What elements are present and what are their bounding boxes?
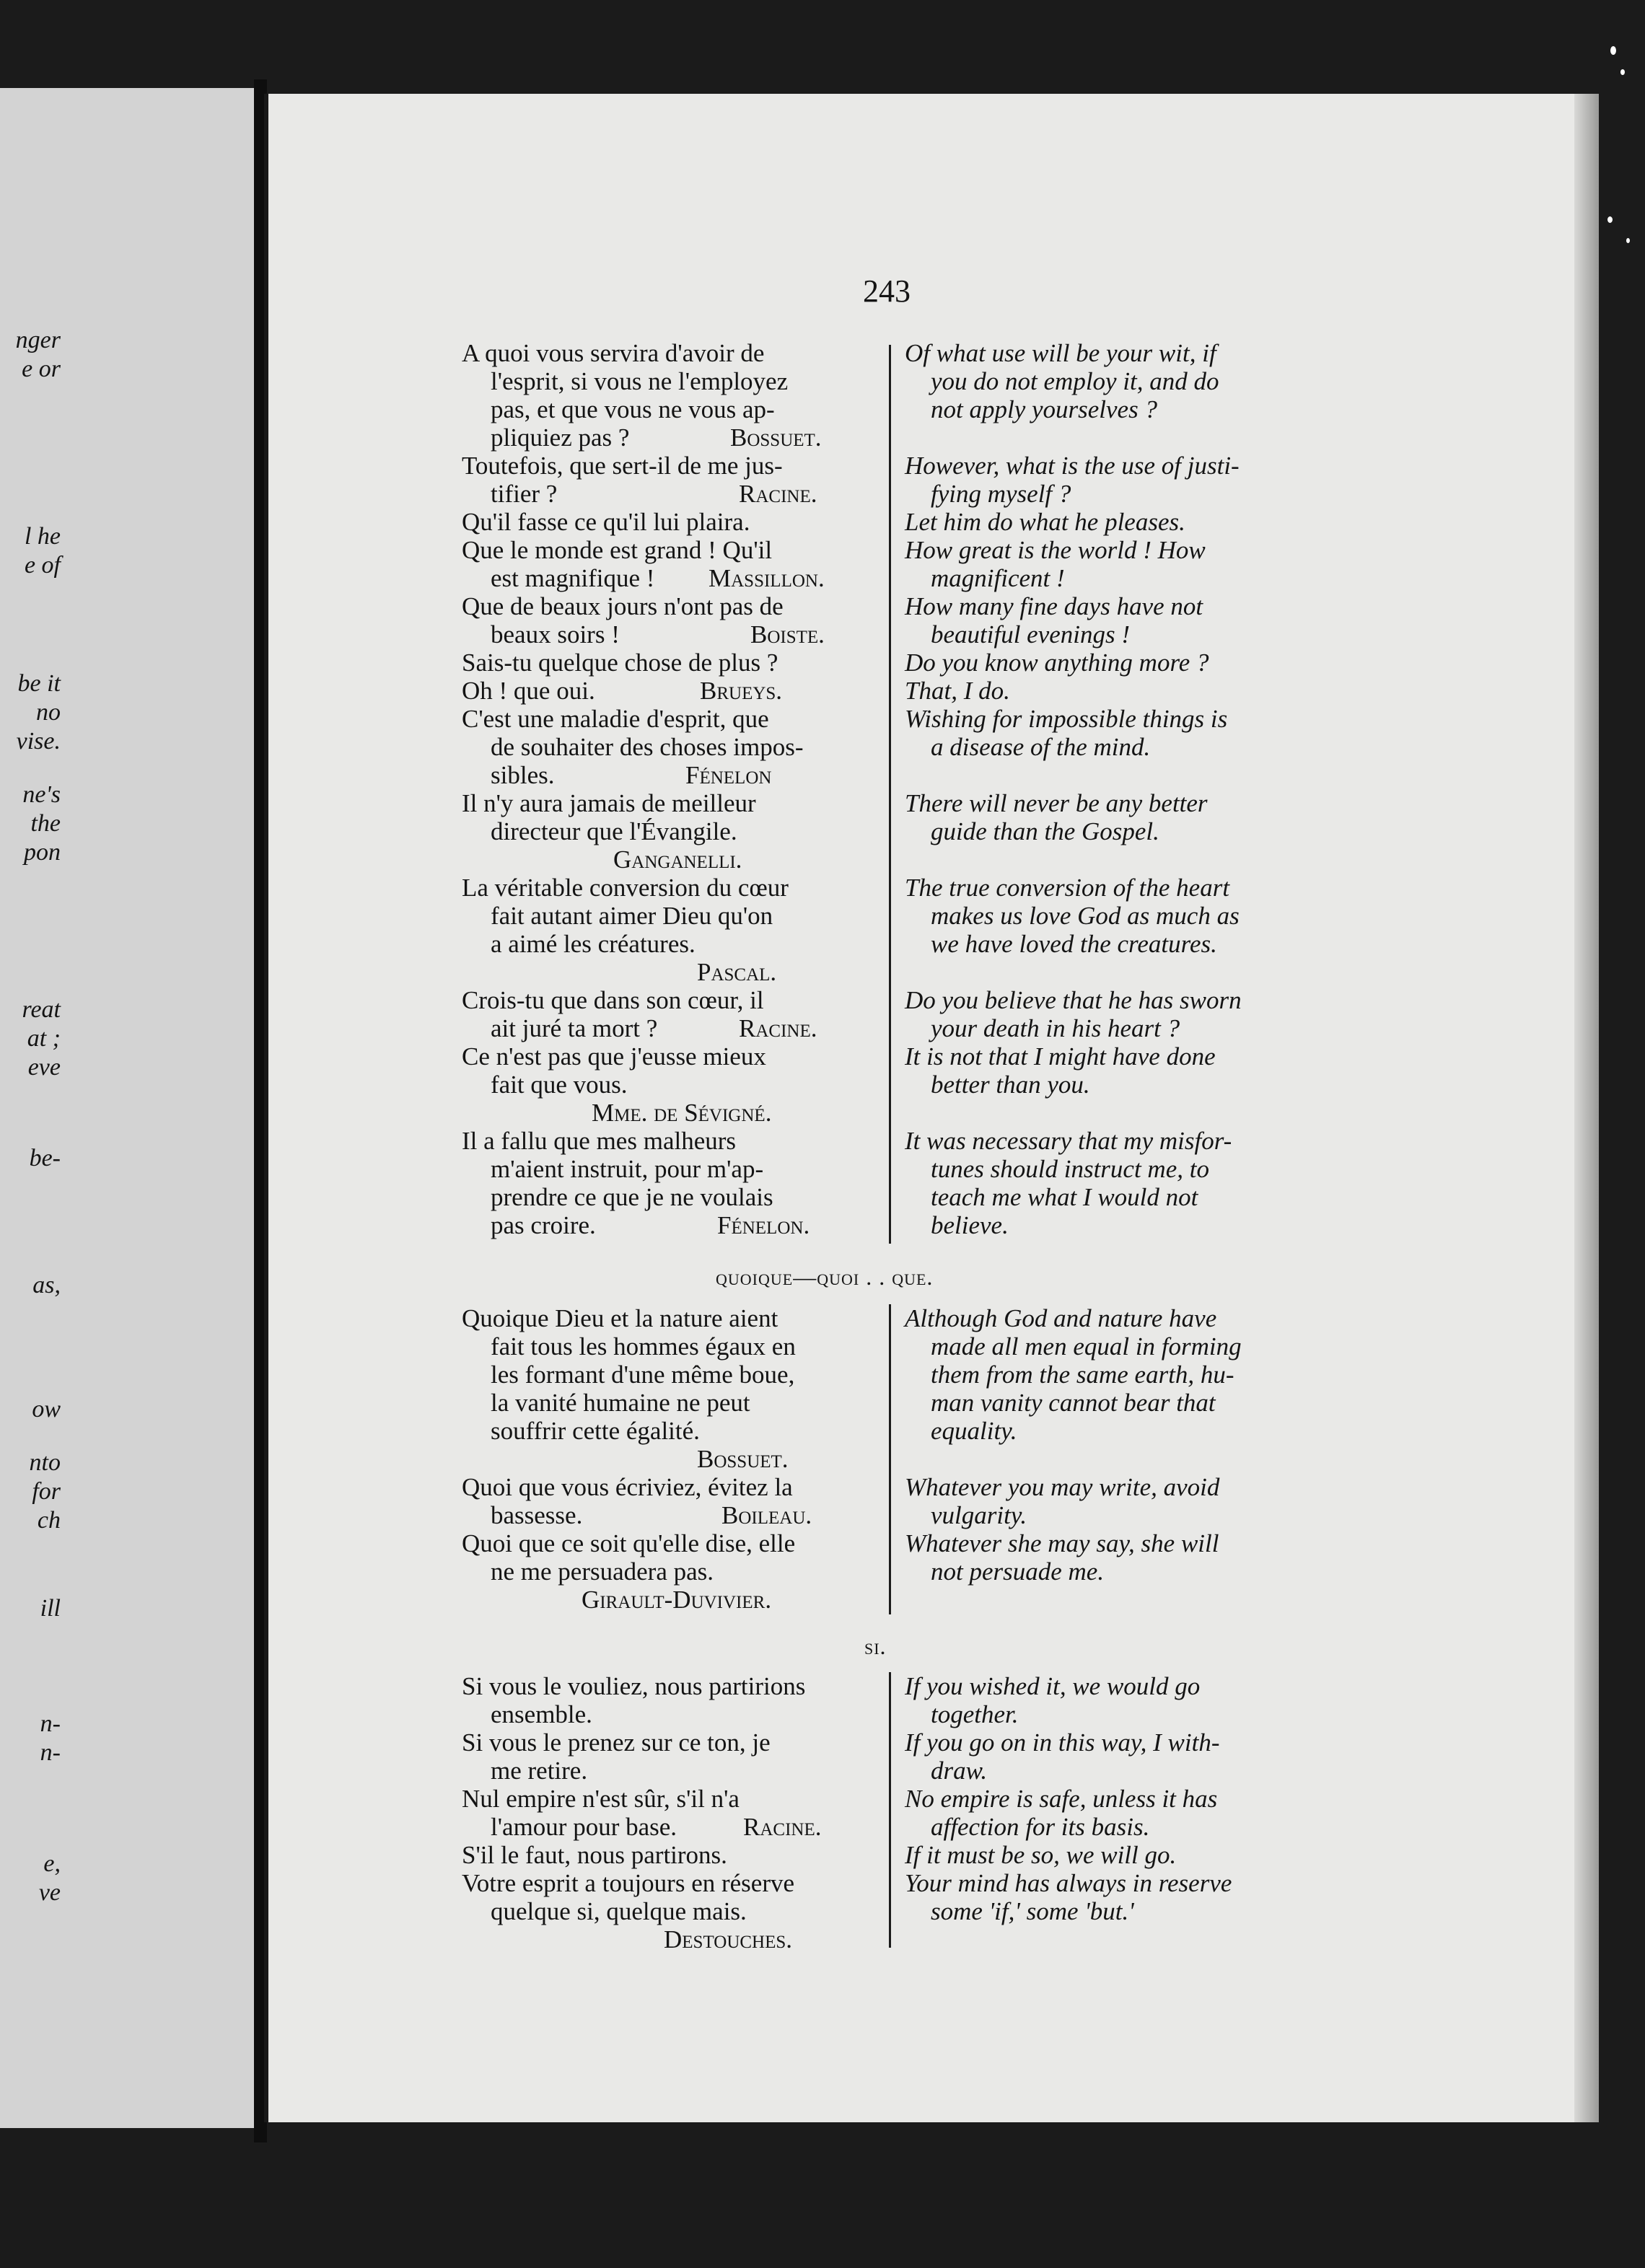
author-name: Racine. <box>739 480 817 508</box>
author-name: Boiste. <box>750 620 825 649</box>
french-quote: Sais-tu quelque chose de plus ? <box>462 649 778 677</box>
french-quote: Oh ! que oui. <box>462 677 595 705</box>
french-quote: Il a fallu que mes malheurs m'aient instruit, pour m'ap- prendre ce que je ne voulais pas croire. <box>462 1127 773 1239</box>
margin-fragment: ill <box>40 1595 61 1622</box>
margin-fragment: e, <box>43 1850 61 1877</box>
english-translation: How many fine days have not beautiful evenings ! <box>905 592 1203 649</box>
margin-fragment: ne's <box>22 781 61 808</box>
column-divider <box>889 1304 891 1614</box>
french-quote: Crois-tu que dans son cœur, il ait juré ta mort ? <box>462 986 764 1042</box>
page-edge <box>1574 94 1599 2122</box>
english-translation: Of what use will be your wit, if you do not employ it, and do not apply yourselves ? <box>905 339 1219 423</box>
author-name: Massillon. <box>709 564 825 592</box>
author-name: Boileau. <box>721 1501 812 1529</box>
author-name: Fénelon. <box>717 1211 810 1239</box>
french-quote: Il n'y aura jamais de meilleur directeur que l'Évangile. <box>462 789 756 845</box>
margin-fragment: reat <box>22 996 61 1023</box>
margin-fragment: l he <box>24 523 61 550</box>
author-name: Fénelon <box>685 761 772 789</box>
page-number: 243 <box>863 273 911 309</box>
author-name: Pascal. <box>697 958 777 986</box>
scan-speck <box>1620 69 1625 75</box>
french-quote: Nul empire n'est sûr, s'il n'a l'amour pour base. <box>462 1785 740 1841</box>
scan-speck <box>1610 46 1616 55</box>
english-translation: However, what is the use of justi- fying myself ? <box>905 452 1240 508</box>
french-quote: Quoi que vous écriviez, évitez la bassesse. <box>462 1473 793 1529</box>
french-quote: A quoi vous servira d'avoir de l'esprit, si vous ne l'employez pas, et que vous ne vous ap- pliquiez pas ? <box>462 339 789 452</box>
english-translation: If you go on in this way, I with- draw. <box>905 1728 1220 1785</box>
english-translation: There will never be any better guide than the Gospel. <box>905 789 1208 845</box>
french-quote: Si vous le prenez sur ce ton, je me retire. <box>462 1728 771 1785</box>
author-name: Racine. <box>739 1014 817 1042</box>
margin-fragment: e of <box>24 552 61 579</box>
author-name: Girault-Duvivier. <box>582 1586 772 1614</box>
margin-fragment: pon <box>24 839 61 866</box>
column-divider <box>889 1672 891 1948</box>
french-quote: Votre esprit a toujours en réserve quelque si, quelque mais. <box>462 1869 795 1925</box>
english-translation: If it must be so, we will go. <box>905 1841 1177 1869</box>
margin-fragment: no <box>36 699 61 726</box>
french-quote: Ce n'est pas que j'eusse mieux fait que vous. <box>462 1042 766 1099</box>
french-quote: C'est une maladie d'esprit, que de souhaiter des choses impos- sibles. <box>462 705 804 789</box>
margin-fragment: ch <box>37 1507 61 1534</box>
margin-fragment: be it <box>17 670 61 697</box>
margin-fragment: e or <box>22 356 61 382</box>
english-translation: Let him do what he pleases. <box>905 508 1185 536</box>
english-translation: It was necessary that my misfor- tunes should instruct me, to teach me what I would not believe. <box>905 1127 1232 1239</box>
english-translation: Do you believe that he has sworn your death in his heart ? <box>905 986 1242 1042</box>
column-divider <box>889 345 891 1244</box>
margin-fragment: eve <box>27 1054 61 1081</box>
english-translation: Although God and nature have made all men equal in forming them from the same earth, hu- man vanity cannot bear that equality. <box>905 1304 1242 1445</box>
english-translation: Your mind has always in reserve some 'if,' some 'but.' <box>905 1869 1232 1925</box>
margin-fragment: for <box>32 1478 61 1505</box>
margin-fragment: ve <box>38 1879 61 1906</box>
scan-speck <box>1607 216 1613 223</box>
french-quote: Que de beaux jours n'ont pas de beaux soirs ! <box>462 592 784 649</box>
french-quote: Qu'il fasse ce qu'il lui plaira. <box>462 508 750 536</box>
author-name: Bossuet. <box>730 423 822 452</box>
french-quote: La véritable conversion du cœur fait autant aimer Dieu qu'on a aimé les créatures. <box>462 874 789 958</box>
author-name: Brueys. <box>700 677 783 705</box>
french-quote: Quoi que ce soit qu'elle dise, elle ne me persuadera pas. <box>462 1529 796 1586</box>
english-translation: No empire is safe, unless it has affection for its basis. <box>905 1785 1218 1841</box>
margin-fragment: n- <box>40 1739 61 1766</box>
scan-speck <box>1626 238 1630 243</box>
facing-page <box>0 88 258 2128</box>
english-translation: Whatever you may write, avoid vulgarity. <box>905 1473 1220 1529</box>
english-translation: Do you know anything more ? <box>905 649 1209 677</box>
author-name: Bossuet. <box>697 1445 789 1473</box>
author-name: Racine. <box>743 1813 822 1841</box>
margin-fragment: be- <box>29 1145 61 1172</box>
french-quote: Quoique Dieu et la nature aient fait tous les hommes égaux en les formant d'une même boue, la vanité humaine ne peut souffrir cette égalité. <box>462 1304 796 1445</box>
french-quote: Si vous le vouliez, nous partirions ensemble. <box>462 1672 806 1728</box>
margin-fragment: at ; <box>27 1025 61 1052</box>
english-translation: How great is the world ! How magnificent ! <box>905 536 1206 592</box>
english-translation: The true conversion of the heart makes us love God as much as we have loved the creatures. <box>905 874 1240 958</box>
author-name: Mme. de Sévigné. <box>592 1099 772 1127</box>
margin-fragment: vise. <box>16 728 61 755</box>
margin-fragment: ow <box>32 1396 61 1423</box>
margin-fragment: nger <box>15 327 61 353</box>
english-translation: That, I do. <box>905 677 1010 705</box>
english-translation: Whatever she may say, she will not persuade me. <box>905 1529 1219 1586</box>
english-translation: It is not that I might have done better than you. <box>905 1042 1216 1099</box>
margin-fragment: as, <box>32 1272 61 1298</box>
section-heading: quoique—quoi . . que. <box>716 1264 934 1290</box>
french-quote: Que le monde est grand ! Qu'il est magnifique ! <box>462 536 773 592</box>
author-name: Destouches. <box>664 1925 793 1953</box>
section-heading: si. <box>864 1633 887 1659</box>
margin-fragment: n- <box>40 1710 61 1737</box>
author-name: Ganganelli. <box>613 845 742 874</box>
french-quote: Toutefois, que sert-il de me jus- tifier ? <box>462 452 783 508</box>
margin-fragment: nto <box>29 1449 61 1476</box>
english-translation: If you wished it, we would go together. <box>905 1672 1201 1728</box>
english-translation: Wishing for impossible things is a disease of the mind. <box>905 705 1228 761</box>
french-quote: S'il le faut, nous partirons. <box>462 1841 727 1869</box>
margin-fragment: the <box>30 810 61 837</box>
